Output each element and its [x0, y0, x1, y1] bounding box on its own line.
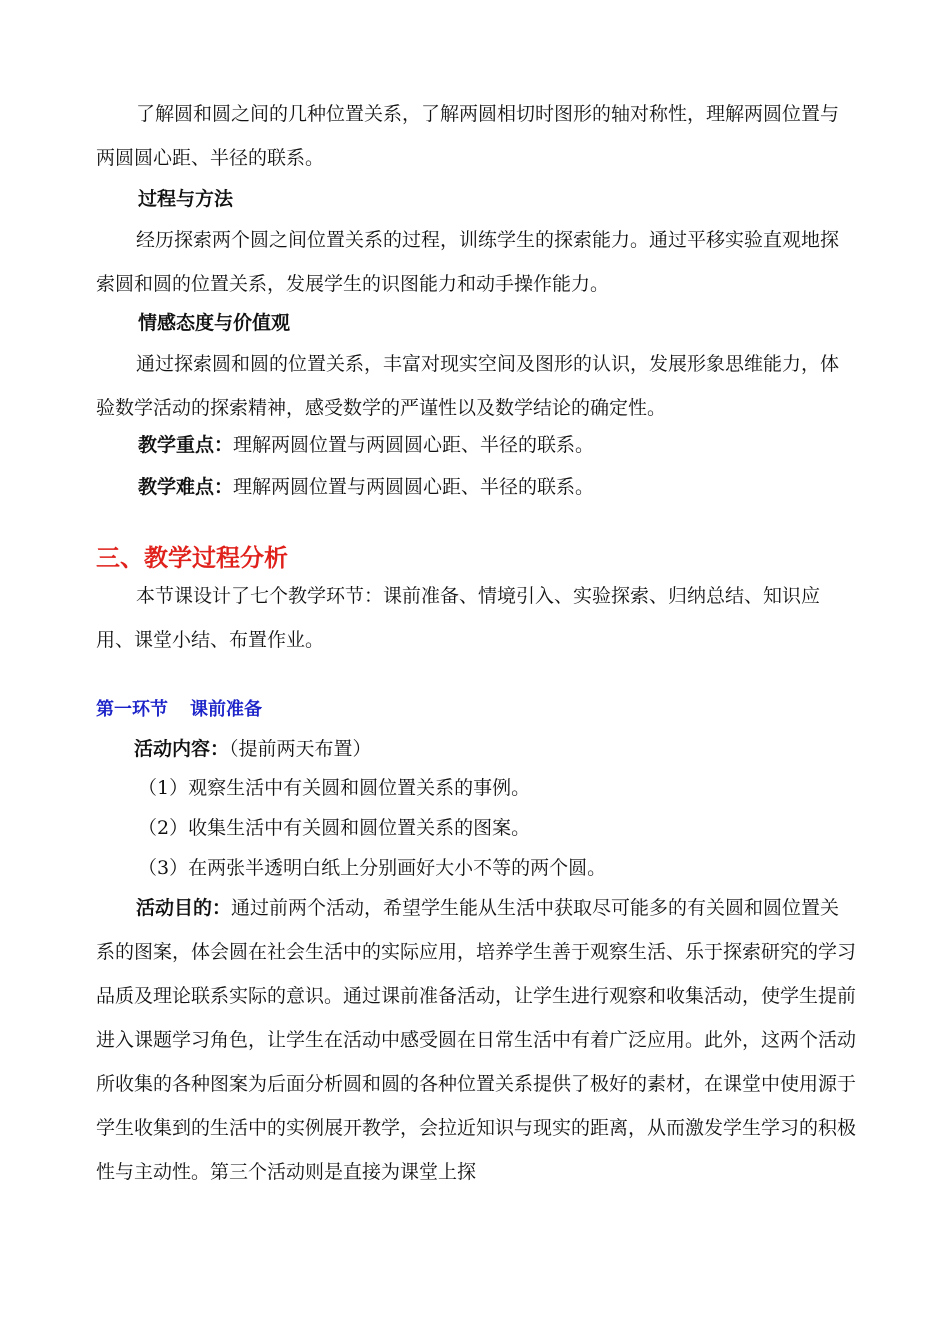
activity-content-note: （提前两天布置） [229, 738, 372, 760]
process-method-heading: 过程与方法 [138, 188, 234, 210]
activity-content-line [134, 736, 372, 762]
activity-purpose-paragraph [96, 886, 856, 1194]
emotion-attitude-heading: 情感态度与价值观 [138, 312, 291, 334]
key-point-text: 理解两圆位置与两圆圆心距、半径的联系。 [233, 434, 595, 456]
stage-one-number: 第一环节 [96, 699, 168, 720]
activity-item-3: （3）在两张半透明白纸上分别画好大小不等的两个圆。 [138, 857, 607, 879]
knowledge-paragraph: 了解圆和圆之间的几种位置关系，了解两圆相切时图形的轴对称性，理解两圆位置与两圆圆心距、半径的联系。 [96, 103, 840, 169]
activity-content-label: 活动内容： [134, 738, 230, 760]
stage-one-heading [96, 695, 262, 721]
section-three-paragraph: 本节课设计了七个教学环节：课前准备、情境引入、实验探索、归纳总结、知识应用、课堂小结、布置作业。 [96, 585, 821, 651]
key-point-line [138, 432, 594, 458]
key-point-label: 教学重点： [138, 434, 234, 456]
activity-item-1: （1）观察生活中有关圆和圆位置关系的事例。 [138, 777, 531, 799]
section-three-heading: 三、教学过程分析 [96, 544, 288, 572]
activity-item-2: （2）收集生活中有关圆和圆位置关系的图案。 [138, 817, 531, 839]
difficult-point-text: 理解两圆位置与两圆圆心距、半径的联系。 [233, 476, 595, 498]
activity-purpose-label: 活动目的： [136, 897, 232, 919]
difficult-point-line [138, 474, 594, 500]
stage-one-title: 课前准备 [190, 699, 262, 720]
emotion-attitude-paragraph: 通过探索圆和圆的位置关系，丰富对现实空间及图形的认识，发展形象思维能力，体验数学活动的探索精神，感受数学的严谨性以及数学结论的确定性。 [96, 353, 840, 419]
process-method-paragraph: 经历探索两个圆之间位置关系的过程，训练学生的探索能力。通过平移实验直观地探索圆和圆的位置关系，发展学生的识图能力和动手操作能力。 [96, 229, 840, 295]
activity-purpose-text: 通过前两个活动，希望学生能从生活中获取尽可能多的有关圆和圆位置关系的图案，体会圆在社会生活中的实际应用，培养学生善于观察生活、乐于探索研究的学习品质及理论联系实际的意识。通过课前准备活动，让学生进行观察和收集活动，使学生提前进入课题学习角色，让学生在活动中感受圆在日常生活中有着广泛应用。此外，这两个活动所收集的各种图案为后面分析圆和圆的各种位置关系提供了极好的素材，在课堂中使用源于学生收集到的生活中的实例展开教学，会拉近知识与现实的距离，从而激发学生学习的积极性与主动性。第三个活动则是直接为课堂上探 [96, 897, 857, 1183]
difficult-point-label: 教学难点： [138, 476, 234, 498]
